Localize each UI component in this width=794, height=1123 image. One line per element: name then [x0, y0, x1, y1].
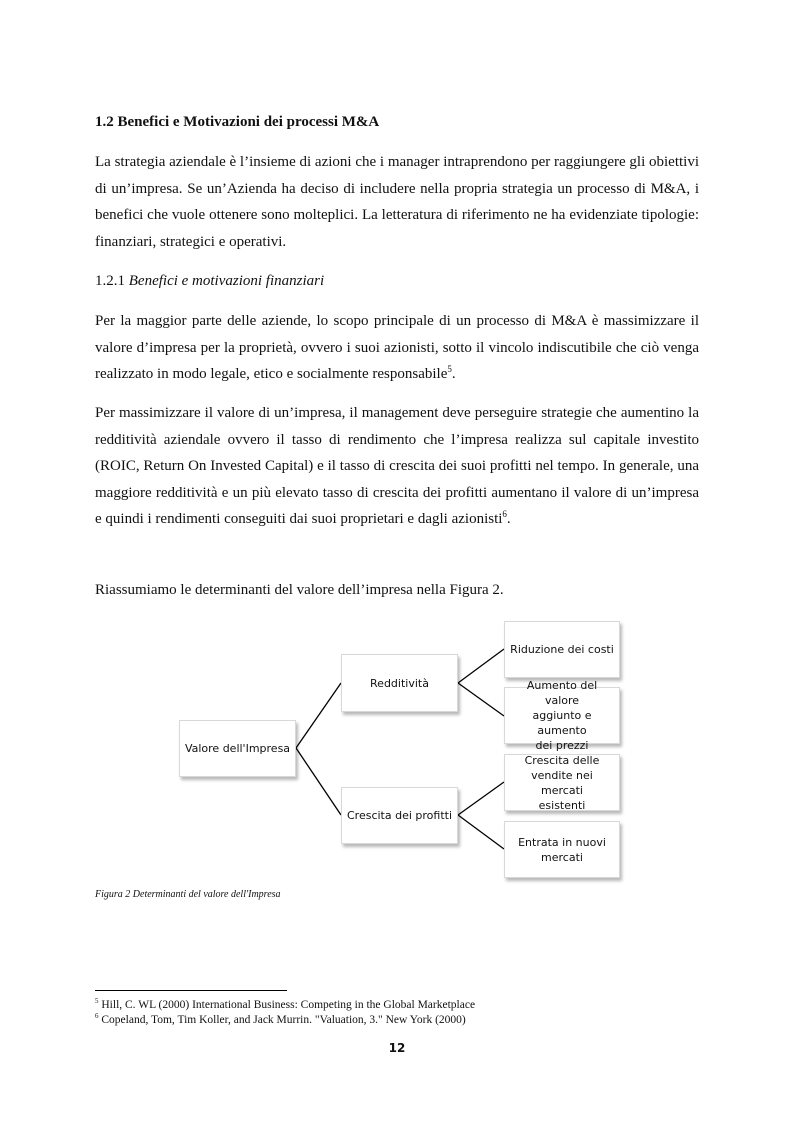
- footnote-ref-6: 6: [502, 509, 507, 519]
- node-aumento-valore-line1: Aumento del valore: [526, 679, 598, 707]
- footnote-5-text: Hill, C. WL (2000) International Business: Competing in the Global Marketplace: [101, 998, 476, 1011]
- footnote-6: [95, 1012, 466, 1026]
- paragraph-value-end: .: [506, 511, 511, 527]
- paragraph-figure-intro: Riassumiamo le determinanti del valore dell’impresa nella Figura 2.: [95, 582, 504, 598]
- node-crescita-profitti: [341, 787, 458, 844]
- paragraph-value-text: Per massimizzare il valore di un’impresa, il management deve perseguire strategie che aumentino la redditività aziendale ovvero il tasso di rendimento che l’impresa realizza sul capitale investito (ROIC, Return On Invested Capital) e il tasso di crescita dei suoi profitti nel tempo. In generale, una maggiore redditività e un più elevato tasso di crescita dei profitti aumentano il valore di un’impresa e quindi i rendimenti conseguiti dai suoi proprietari e dagli azionisti: [95, 405, 699, 527]
- node-crescita-vendite-line3: esistenti: [538, 798, 586, 812]
- node-crescita-vendite: [504, 754, 620, 811]
- node-nuovi-mercati: [504, 821, 620, 878]
- connector-redditivita-valore: [458, 683, 504, 716]
- node-aumento-valore-line3: dei prezzi: [535, 739, 589, 752]
- footnote-5: [95, 997, 475, 1011]
- node-nuovi-mercati-line2: mercati: [541, 850, 583, 864]
- footnote-ref-5: 5: [447, 364, 452, 374]
- node-redditivita-label: Redditività: [370, 676, 429, 690]
- connector-root-crescita: [296, 748, 341, 815]
- node-valore-impresa-label: Valore dell'Impresa: [184, 742, 291, 755]
- node-aumento-valore: [504, 679, 620, 752]
- page-number: 12: [388, 1041, 406, 1055]
- figure-caption: Figura 2 Determinanti del valore dell'Impresa: [95, 889, 281, 900]
- node-aumento-valore-line2: aggiunto e aumento: [532, 709, 592, 737]
- subsection-number: 1.2.1: [95, 273, 125, 289]
- connector-redditivita-costi: [458, 649, 504, 683]
- paragraph-purpose-end: .: [451, 366, 456, 382]
- footnote-separator: [95, 990, 287, 991]
- section-title: 1.2 Benefici e Motivazioni dei processi M&A: [95, 114, 380, 130]
- node-riduzione-costi-label: Riduzione dei costi: [510, 643, 614, 656]
- footnote-6-text: Copeland, Tom, Tim Koller, and Jack Murrin. "Valuation, 3." New York (2000): [101, 1013, 466, 1026]
- paragraph-purpose-text: Per la maggior parte delle aziende, lo scopo principale di un processo di M&A è massimizzare il valore d’impresa per la proprietà, ovvero i suoi azionisti, sotto il vincolo indiscutibile che ciò venga realizzato in modo legale, etico e socialmente responsabile: [95, 313, 699, 382]
- footnote-5-number: 5: [95, 997, 99, 1005]
- connector-root-redditivita: [296, 683, 341, 748]
- node-nuovi-mercati-line1: Entrata in nuovi: [518, 835, 606, 849]
- node-riduzione-costi: [504, 621, 620, 678]
- node-crescita-vendite-line2: vendite nei mercati: [531, 768, 593, 797]
- subsection-title: Benefici e motivazioni finanziari: [128, 273, 325, 289]
- paragraph-strategy: La strategia aziendale è l’insieme di azioni che i manager intraprendono per raggiungere gli obiettivi di un’impresa. Se un’Azienda ha deciso di includere nella propria strategia un processo di M&A, i benefici che vuole ottenere sono molteplici. La letteratura di riferimento ne ha evidenziate tipologie: finanziari, strategici e operativi.: [95, 154, 699, 250]
- connector-crescita-vendite: [458, 782, 504, 815]
- node-crescita-profitti-label: Crescita dei profitti: [346, 809, 453, 822]
- node-valore-impresa: [179, 720, 296, 777]
- node-redditivita: [341, 654, 458, 712]
- node-crescita-vendite-line1: Crescita delle: [524, 753, 600, 767]
- connector-crescita-mercati: [458, 815, 504, 849]
- footnote-6-number: 6: [95, 1012, 99, 1020]
